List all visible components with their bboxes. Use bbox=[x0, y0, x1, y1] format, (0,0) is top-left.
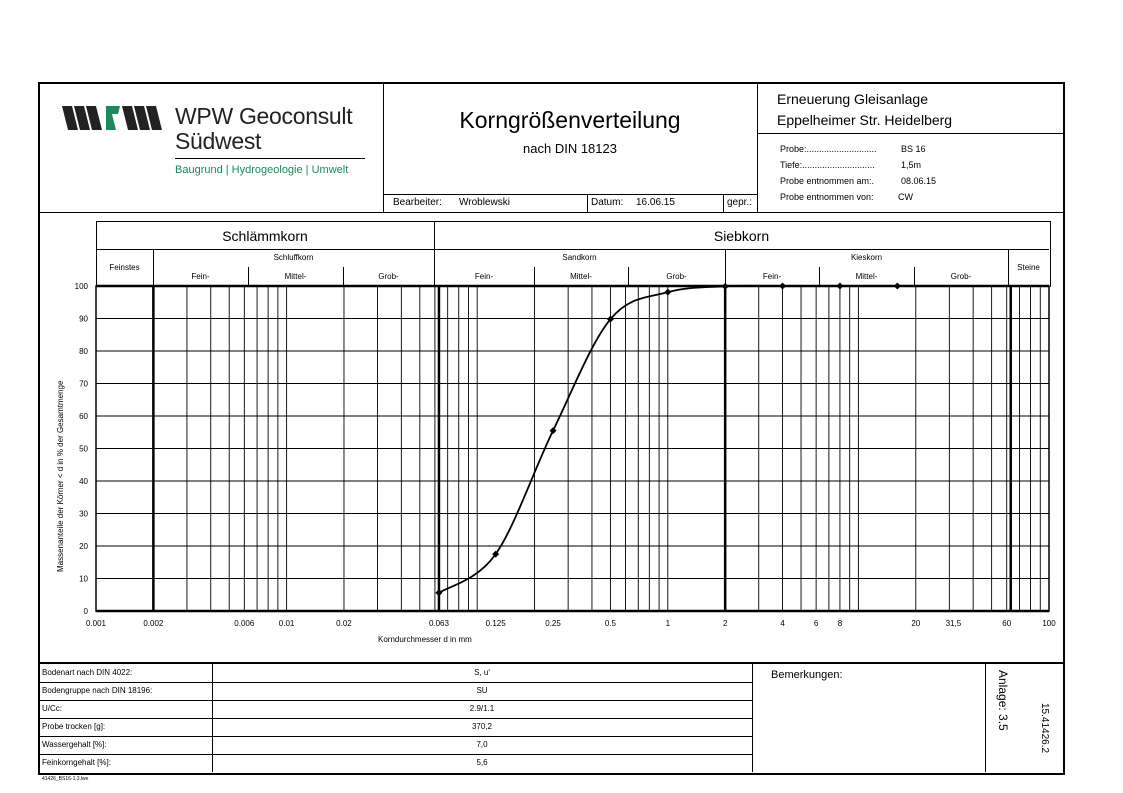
divider bbox=[752, 664, 753, 772]
band-sub: Fein- bbox=[474, 272, 494, 281]
x-tick-label: 4 bbox=[780, 619, 785, 628]
y-tick-label: 90 bbox=[79, 314, 88, 324]
x-tick-label: 0.001 bbox=[85, 619, 107, 628]
editor-label: Bearbeiter: bbox=[393, 197, 442, 208]
divider bbox=[38, 682, 752, 683]
band-schluffkorn: Schluffkorn bbox=[273, 253, 314, 262]
x-tick-label: 6 bbox=[813, 619, 819, 628]
result-label: Probe trocken [g]: bbox=[42, 722, 106, 731]
data-point bbox=[722, 283, 729, 290]
y-tick-label: 60 bbox=[79, 412, 88, 421]
project-line1: Erneuerung Gleisanlage bbox=[777, 91, 928, 107]
page-title: Korngrößenverteilung bbox=[459, 107, 681, 133]
divider bbox=[38, 736, 752, 737]
result-value: 5,6 bbox=[476, 758, 488, 767]
page-subtitle: nach DIN 18123 bbox=[523, 141, 617, 156]
y-tick-label: 100 bbox=[74, 282, 88, 291]
sample-value: BS 16 bbox=[901, 144, 926, 154]
band-sub: Grob- bbox=[378, 272, 399, 281]
x-tick-label: 0.006 bbox=[234, 619, 255, 628]
x-tick-label: 0.063 bbox=[428, 619, 449, 628]
depth-label: Tiefe:............................. bbox=[780, 160, 875, 170]
x-tick-label: 0.02 bbox=[336, 619, 352, 628]
band-steine: Steine bbox=[1017, 263, 1040, 272]
x-tick-label: 20 bbox=[911, 619, 921, 628]
company-tagline: Baugrund | Hydrogeologie | Umwelt bbox=[175, 164, 349, 176]
band-sub: Mittel- bbox=[855, 272, 878, 281]
x-tick-label: 1 bbox=[665, 619, 671, 628]
file-name: 41426_BS16-1.3.lwe bbox=[42, 776, 89, 782]
x-tick-label: 0.125 bbox=[485, 619, 506, 628]
result-label: Bodenart nach DIN 4022: bbox=[42, 668, 133, 677]
band-sandkorn: Sandkorn bbox=[562, 253, 597, 262]
band-sub: Mittel- bbox=[570, 272, 592, 281]
attachment-number: Anlage: 3.5 bbox=[996, 670, 1010, 731]
x-tick-label: 60 bbox=[1002, 619, 1012, 628]
y-tick-label: 0 bbox=[83, 607, 88, 616]
y-tick-label: 30 bbox=[79, 509, 88, 519]
sampled-by-value: CW bbox=[898, 192, 913, 202]
y-tick-label: 80 bbox=[79, 347, 88, 356]
sample-label: Probe:............................ bbox=[780, 144, 877, 154]
result-label: Feinkorngehalt [%]: bbox=[42, 758, 111, 767]
project-line2: Eppelheimer Str. Heidelberg bbox=[777, 112, 953, 128]
result-value: S, u' bbox=[474, 668, 490, 677]
divider bbox=[212, 664, 213, 772]
data-point bbox=[550, 427, 557, 434]
editor-value: Wroblewski bbox=[459, 197, 510, 208]
divider bbox=[38, 754, 752, 755]
x-tick-label: 2 bbox=[722, 619, 728, 628]
x-tick-label: 0.01 bbox=[278, 619, 295, 628]
divider bbox=[985, 664, 986, 772]
result-value: 370,2 bbox=[471, 722, 493, 731]
x-tick-label: 0.5 bbox=[604, 619, 616, 628]
divider bbox=[38, 662, 1063, 664]
divider bbox=[38, 718, 752, 719]
depth-value: 1,5m bbox=[901, 160, 922, 170]
x-axis-label: Korndurchmesser d in mm bbox=[378, 635, 472, 644]
x-tick-label: 100 bbox=[1042, 619, 1056, 628]
band-feinstes: Feinstes bbox=[109, 263, 140, 272]
x-tick-label: 0.25 bbox=[545, 619, 561, 628]
date-label: Datum: bbox=[591, 197, 624, 208]
y-tick-label: 70 bbox=[79, 379, 88, 389]
divider bbox=[38, 700, 752, 701]
result-value: 2.9/1.1 bbox=[469, 704, 495, 713]
data-point bbox=[435, 589, 442, 596]
x-tick-label: 8 bbox=[837, 619, 843, 628]
result-value: 7,0 bbox=[476, 740, 488, 749]
sampled-by-label: Probe entnommen von: bbox=[780, 192, 874, 202]
y-tick-label: 20 bbox=[79, 542, 88, 551]
band-siebkorn: Siebkorn bbox=[713, 228, 770, 244]
project-number: 15.41426.2 bbox=[1039, 703, 1050, 754]
checked-label: gepr.: bbox=[727, 197, 753, 208]
sampled-on-value: 08.06.15 bbox=[901, 176, 937, 186]
band-sub: Fein- bbox=[191, 272, 210, 281]
data-point bbox=[836, 283, 843, 290]
band-sub: Grob- bbox=[666, 272, 687, 281]
band-schlaemmkorn: Schlämmkorn bbox=[222, 228, 308, 244]
result-value: SU bbox=[476, 686, 488, 695]
y-axis-label: Massenanteile der Körner < d in % der Gesamtmenge bbox=[56, 380, 65, 572]
data-point bbox=[894, 283, 901, 290]
band-sub: Fein- bbox=[762, 272, 782, 281]
company-name-line2: Südwest bbox=[175, 128, 262, 154]
sampled-on-label: Probe entnommen am:. bbox=[780, 176, 875, 186]
company-name: WPW Geoconsult bbox=[175, 103, 353, 129]
result-label: U/Cc: bbox=[42, 704, 62, 713]
x-tick-label: 31,5 bbox=[945, 619, 962, 628]
band-kieskorn: Kieskorn bbox=[850, 253, 883, 262]
y-tick-label: 40 bbox=[79, 477, 88, 486]
y-tick-label: 50 bbox=[79, 444, 88, 454]
date-value: 16.06.15 bbox=[636, 197, 675, 208]
x-tick-label: 0.002 bbox=[143, 619, 164, 628]
y-tick-label: 10 bbox=[79, 574, 88, 584]
remarks-label: Bemerkungen: bbox=[771, 669, 843, 681]
data-point bbox=[664, 289, 671, 296]
band-sub: Mittel- bbox=[284, 272, 307, 281]
data-point bbox=[779, 283, 786, 290]
result-label: Bodengruppe nach DIN 18196: bbox=[42, 686, 153, 695]
result-label: Wassergehalt [%]: bbox=[42, 740, 107, 749]
band-sub: Grob- bbox=[950, 272, 972, 281]
